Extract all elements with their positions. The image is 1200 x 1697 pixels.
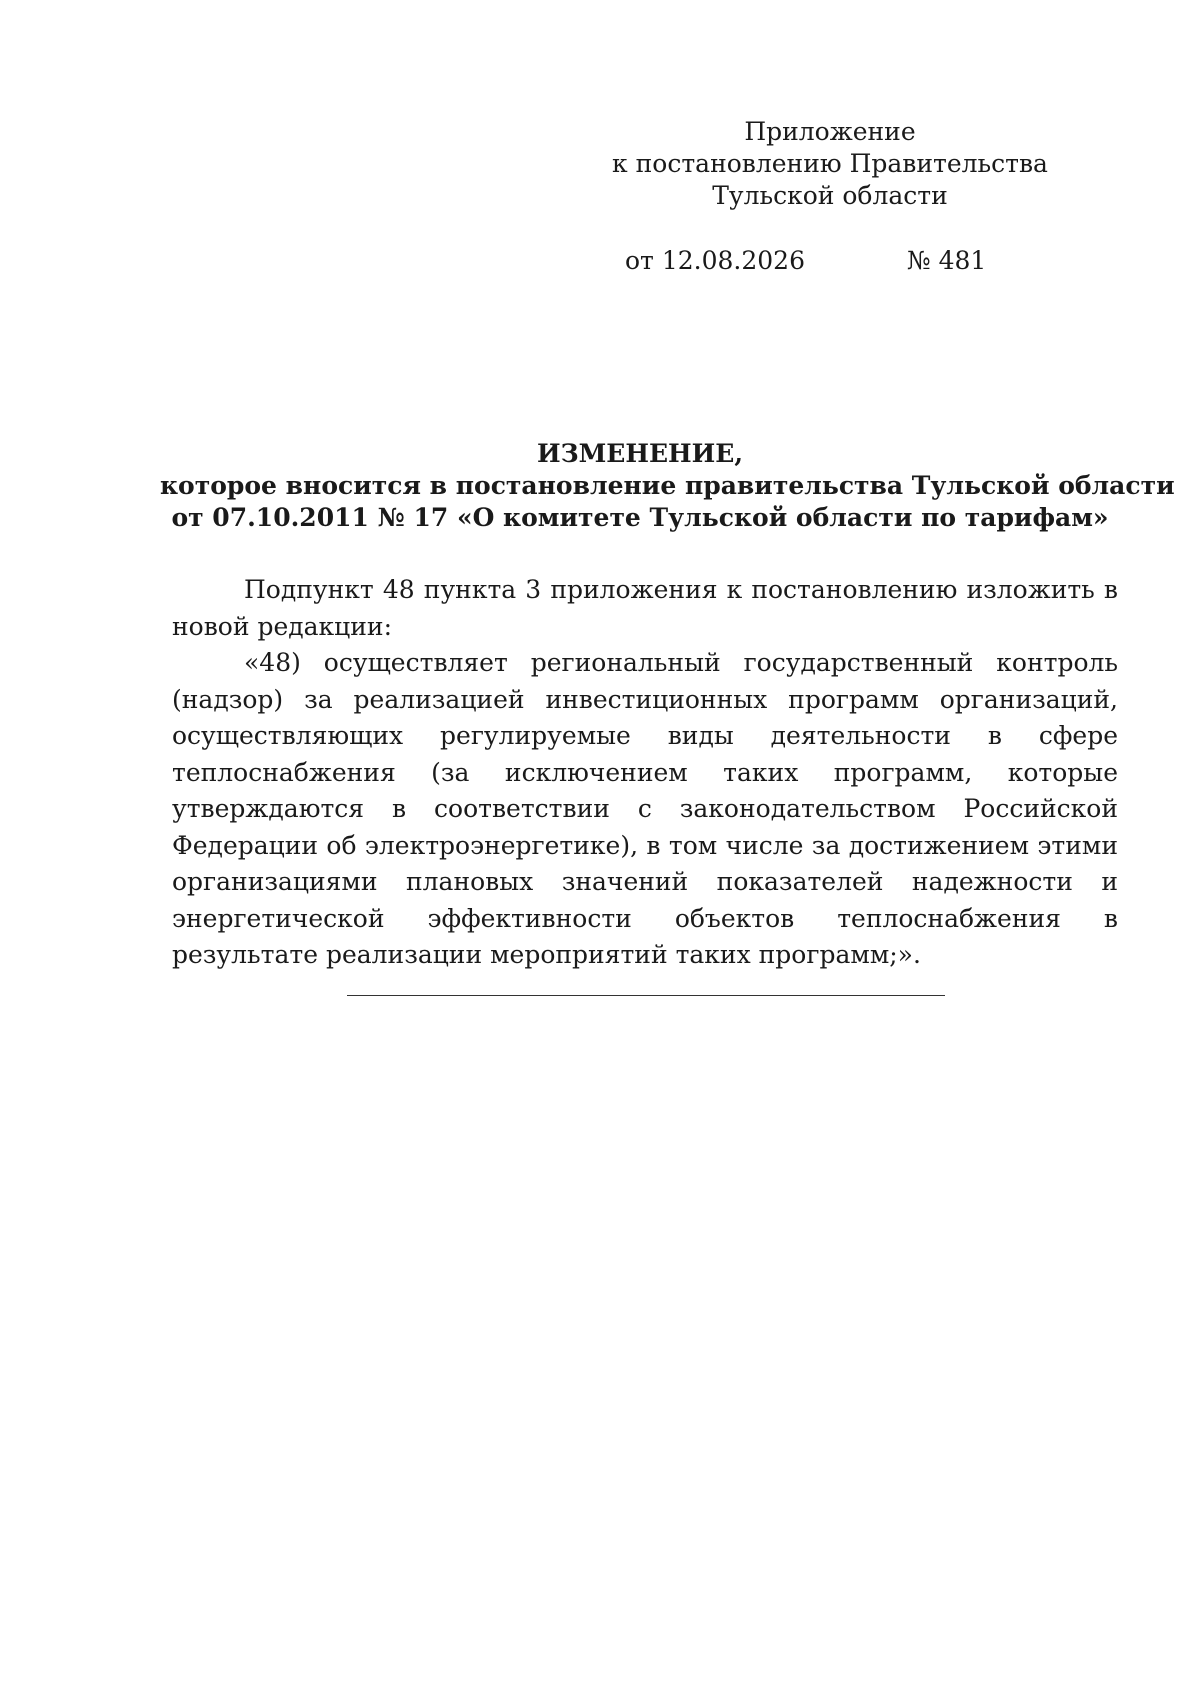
appendix-header	[600, 116, 1060, 212]
body-paragraph-1: Подпункт 48 пункта 3 приложения к постановлению изложить в новой редакции:	[172, 575, 1118, 641]
document-number: № 481	[907, 246, 987, 275]
document-date-line	[625, 245, 985, 277]
document-title	[160, 438, 1175, 534]
document-body	[172, 572, 1118, 974]
title-line-3: от 07.10.2011 № 17 «О комитете Тульской области по тарифам»	[171, 503, 1109, 532]
title-line-1: ИЗМЕНЕНИЕ,	[536, 439, 744, 468]
title-line-2: которое вносится в постановление правительства Тульской области	[160, 471, 1175, 500]
appendix-line-2: к постановлению Правительства	[612, 149, 1048, 178]
document-date: от 12.08.2026	[625, 246, 805, 275]
body-paragraph-2: «48) осуществляет региональный государственный контроль (надзор) за реализацией инвестиционных программ организаций, осуществляющих регулируемые виды деятельности в сфере теплоснабжения (за исключением таких программ, которые утверждаются в соответствии с законодательством Российской Федерации об электроэнергетике), в том числе за достижением этими организациями плановых значений показателей надежности и энергетической эффективности объектов теплоснабжения в результате реализации мероприятий таких программ;».	[172, 648, 1118, 969]
appendix-line-3: Тульской области	[712, 181, 948, 210]
closing-divider	[347, 995, 945, 996]
appendix-line-1: Приложение	[744, 117, 916, 146]
